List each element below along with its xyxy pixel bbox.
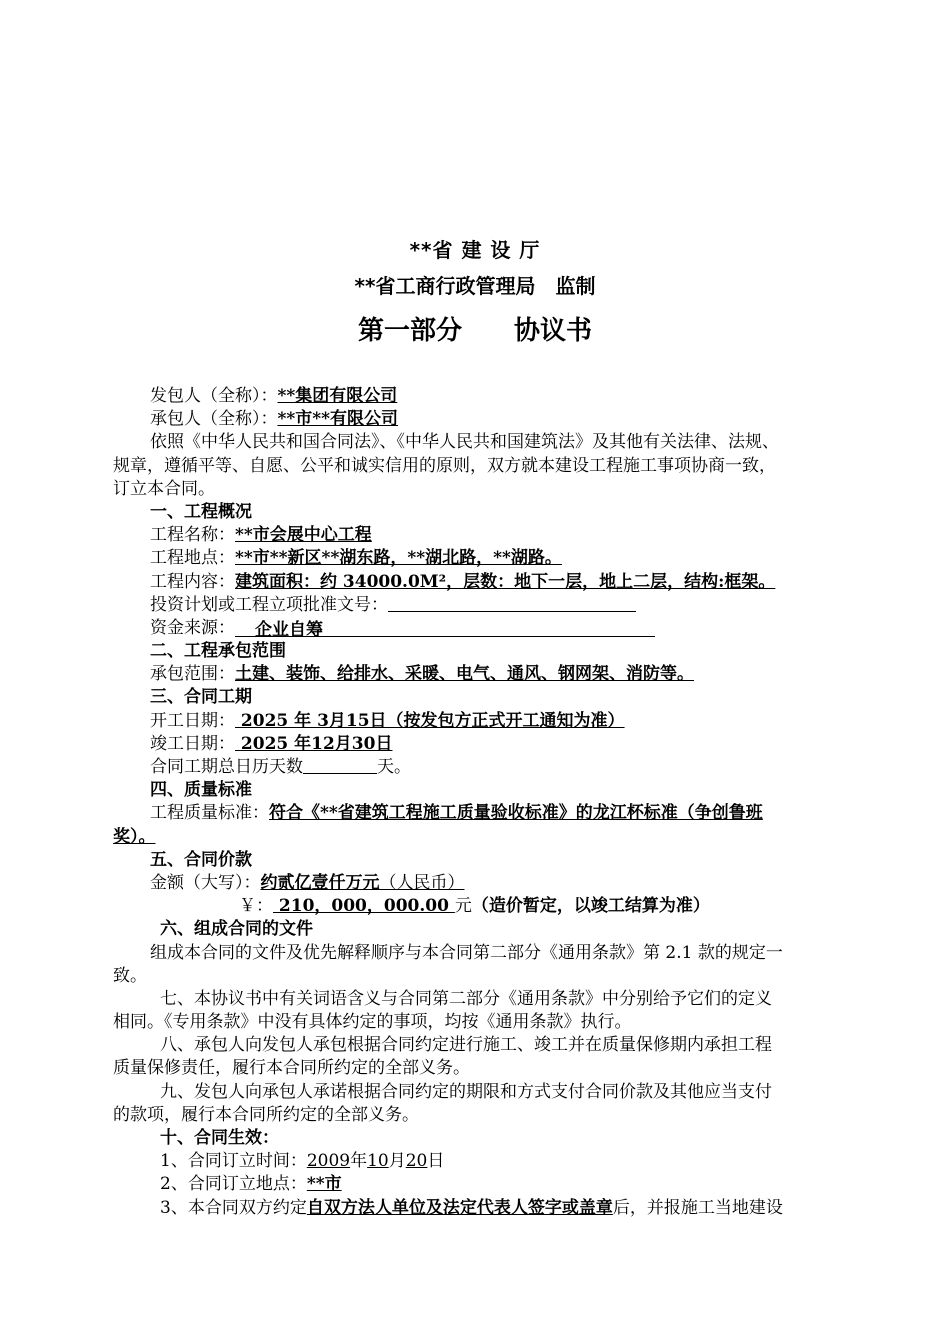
end-date-line: 竣工日期： 2025 年12月30日 [150, 733, 393, 754]
issuer-line-1: **省 建 设 厅 [409, 238, 541, 262]
amount-note: （造价暂定，以竣工结算为准） [471, 896, 710, 917]
quality-line: 工程质量标准：符合《**省建筑工程施工质量验收标准》的龙江杯标准（争创鲁班 [150, 803, 763, 824]
project-location: **市**新区**湖东路，**湖北路，**湖路。 [235, 548, 562, 569]
sign-place: **市 [306, 1174, 342, 1195]
duration-days-blank [303, 756, 377, 774]
section-title: 四、质量标准 [150, 780, 252, 801]
page-title: 第一部分 协议书 [357, 316, 592, 346]
fund-source: 企业自筹 [255, 619, 323, 640]
start-date: 2025 年 3月15日（按发包方正式开工通知为准） [235, 710, 625, 731]
project-content: 建筑面积：约 34000.0M²，层数：地下一层，地上二层，结构:框架。 [235, 571, 776, 592]
contractor-name: **市**有限公司 [277, 409, 399, 430]
amount-words: 约贰亿壹仟万元 [260, 872, 380, 893]
paragraph-line: 九、发包人向承包人承诺根据合同约定的期限和方式支付合同价款及其他应当支付 [160, 1081, 772, 1102]
section-title: 十、合同生效： [160, 1128, 279, 1148]
project-location-line: 工程地点：**市**新区**湖东路，**湖北路，**湖路。 [150, 548, 562, 569]
sign-month: 10 [367, 1151, 389, 1172]
project-name-line: 工程名称：**市会展中心工程 [150, 525, 372, 546]
amount-words-line: 金额（大写）：约贰亿壹仟万元（人民币） [150, 872, 465, 893]
sign-day: 20 [405, 1151, 428, 1172]
approval-number-line: 投资计划或工程立项批准文号： [113, 594, 868, 617]
paragraph-line: 的款项，履行本合同所约定的全部义务。 [113, 1104, 419, 1125]
issuer-line-2: **省工商行政管理局 监制 [354, 274, 596, 298]
fund-source-blank [235, 619, 655, 640]
employer-name: **集团有限公司 [277, 386, 398, 406]
project-content-line: 工程内容：建筑面积：约 34000.0M²，层数：地下一层，地上二层，结构:框架。 [150, 571, 776, 592]
section-title: 六、组成合同的文件 [160, 919, 313, 940]
quality-standard: 符合《**省建筑工程施工质量验收标准》的龙江杯标准（争创鲁班 [269, 803, 763, 824]
intro-line: 订立本合同。 [113, 478, 215, 499]
paragraph-line: 致。 [113, 965, 147, 986]
amount-figures: 210，000，000.00 [273, 896, 455, 917]
paragraph-line: 组成本合同的文件及优先解释顺序与本合同第二部分《通用条款》第 2.1 款的规定一 [150, 942, 783, 963]
intro-line: 规章，遵循平等、自愿、公平和诚实信用的原则，双方就本建设工程施工事项协商一致， [113, 455, 776, 476]
section-title: 五、合同价款 [150, 849, 252, 870]
document-body [113, 385, 868, 1220]
effective-condition: 自双方法人单位及法定代表人签字或盖章 [306, 1197, 613, 1218]
project-name: **市会展中心工程 [235, 525, 372, 546]
quality-line-cont [113, 826, 868, 849]
section-title: 二、工程承包范围 [150, 641, 286, 662]
quality-standard-cont: 奖）。 [113, 826, 156, 847]
effective-clause-line: 3、本合同双方约定自双方法人单位及法定代表人签字或盖章后，并报施工当地建设 [160, 1197, 783, 1218]
fund-source-line: 资金来源： 企业自筹 [113, 617, 868, 640]
sign-date-line: 1、合同订立时间：2009年10月20日 [160, 1151, 445, 1172]
paragraph-line: 八、承包人向发包人承包根据合同约定进行施工、竣工并在质量保修期内承担工程 [160, 1035, 772, 1056]
paragraph-line: 相同。《专用条款》中没有具体约定的事项，均按《通用条款》执行。 [113, 1012, 632, 1033]
scope-line: 承包范围：土建、装饰、给排水、采暖、电气、通风、钢网架、消防等。 [150, 664, 694, 685]
sign-place-line: 2、合同订立地点：**市 [160, 1174, 342, 1195]
end-date: 2025 年12月30日 [235, 733, 393, 754]
approval-number-blank [388, 594, 636, 612]
amount-figures-line: ￥： 210，000，000.00 元（造价暂定，以竣工结算为准） [239, 896, 710, 917]
paragraph-line: 七、本协议书中有关词语含义与合同第二部分《通用条款》中分别给予它们的定义 [160, 988, 772, 1009]
start-date-line: 开工日期： 2025 年 3月15日（按发包方正式开工通知为准） [150, 710, 625, 731]
employer-line: 发包人（全称）：**集团有限公司 [150, 386, 398, 406]
sign-year: 2009 [306, 1151, 351, 1172]
duration-line: 合同工期总日历天数 天。 [150, 757, 411, 777]
section-title: 一、工程概况 [150, 501, 252, 522]
contract-scope: 土建、装饰、给排水、采暖、电气、通风、钢网架、消防等。 [235, 664, 694, 685]
contractor-line: 承包人（全称）：**市**有限公司 [150, 409, 399, 430]
intro-line: 依照《中华人民共和国合同法》、《中华人民共和国建筑法》及其他有关法律、法规、 [150, 432, 779, 453]
paragraph-line: 质量保修责任，履行本合同所约定的全部义务。 [113, 1058, 470, 1079]
section-title: 三、合同工期 [150, 687, 252, 708]
